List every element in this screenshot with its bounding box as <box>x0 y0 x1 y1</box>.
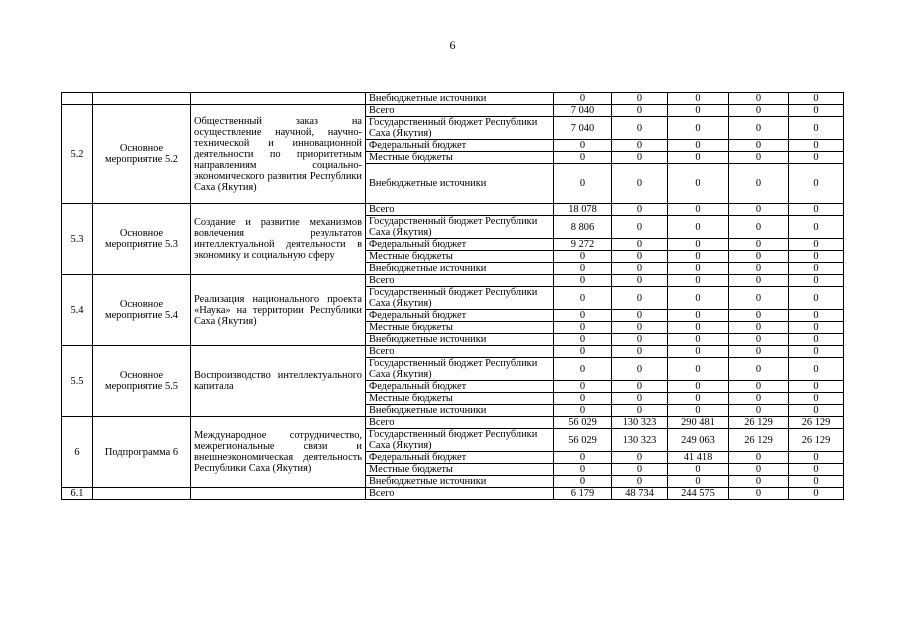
value-cell: 0 <box>668 164 729 204</box>
value-cell: 0 <box>789 452 844 464</box>
funding-source-cell: Государственный бюджет Республики Саха (Якутия) <box>366 216 554 239</box>
row-number-cell <box>62 93 93 105</box>
value-cell: 0 <box>729 117 789 140</box>
value-cell: 0 <box>554 263 612 275</box>
value-cell: 0 <box>729 310 789 322</box>
value-cell: 0 <box>612 105 668 117</box>
budget-table-body <box>62 93 844 500</box>
value-cell: 0 <box>729 105 789 117</box>
value-cell: 0 <box>729 464 789 476</box>
funding-source-cell: Внебюджетные источники <box>366 334 554 346</box>
row-number-cell: 5.3 <box>62 204 93 275</box>
value-cell: 0 <box>729 263 789 275</box>
value-cell: 0 <box>668 275 729 287</box>
funding-source-cell: Внебюджетные источники <box>366 405 554 417</box>
funding-source-cell: Всего <box>366 346 554 358</box>
value-cell: 0 <box>668 251 729 263</box>
table-row <box>62 204 844 216</box>
value-cell: 249 063 <box>668 429 729 452</box>
activity-description-cell: Реализация национального проекта «Наука» на территории Республики Саха (Якутия) <box>191 275 366 346</box>
value-cell: 0 <box>554 405 612 417</box>
value-cell: 130 323 <box>612 417 668 429</box>
row-number-cell: 5.2 <box>62 105 93 204</box>
value-cell: 0 <box>789 476 844 488</box>
activity-description-cell: Воспроизводство интеллектуального капитала <box>191 346 366 417</box>
value-cell: 0 <box>729 381 789 393</box>
value-cell: 0 <box>554 152 612 164</box>
value-cell: 0 <box>789 251 844 263</box>
value-cell: 0 <box>789 322 844 334</box>
value-cell: 0 <box>554 381 612 393</box>
table-row <box>62 93 844 105</box>
value-cell: 0 <box>668 464 729 476</box>
value-cell: 0 <box>789 93 844 105</box>
value-cell: 0 <box>554 464 612 476</box>
value-cell: 0 <box>729 152 789 164</box>
activity-description-cell <box>191 488 366 500</box>
value-cell: 0 <box>729 287 789 310</box>
value-cell: 0 <box>729 334 789 346</box>
value-cell: 0 <box>554 452 612 464</box>
activity-description-cell: Международное сотрудничество, межрегиональные связи и внешнеэкономическая деятельность Республики Саха (Якутия) <box>191 417 366 488</box>
value-cell: 0 <box>729 488 789 500</box>
row-number-cell: 5.4 <box>62 275 93 346</box>
value-cell: 0 <box>729 405 789 417</box>
funding-source-cell: Внебюджетные источники <box>366 93 554 105</box>
value-cell: 56 029 <box>554 429 612 452</box>
value-cell: 0 <box>612 263 668 275</box>
funding-source-cell: Внебюджетные источники <box>366 263 554 275</box>
value-cell: 6 179 <box>554 488 612 500</box>
activity-name-cell <box>93 488 191 500</box>
funding-source-cell: Всего <box>366 488 554 500</box>
value-cell: 26 129 <box>729 417 789 429</box>
table-row <box>62 346 844 358</box>
funding-source-cell: Всего <box>366 105 554 117</box>
value-cell: 0 <box>729 239 789 251</box>
value-cell: 9 272 <box>554 239 612 251</box>
value-cell: 0 <box>612 152 668 164</box>
funding-source-cell: Государственный бюджет Республики Саха (Якутия) <box>366 429 554 452</box>
value-cell: 0 <box>668 346 729 358</box>
activity-description-cell <box>191 93 366 105</box>
value-cell: 0 <box>668 393 729 405</box>
value-cell: 0 <box>789 117 844 140</box>
value-cell: 48 734 <box>612 488 668 500</box>
value-cell: 0 <box>789 140 844 152</box>
funding-source-cell: Государственный бюджет Республики Саха (Якутия) <box>366 117 554 140</box>
value-cell: 0 <box>729 346 789 358</box>
value-cell: 0 <box>789 275 844 287</box>
value-cell: 0 <box>612 358 668 381</box>
funding-source-cell: Местные бюджеты <box>366 152 554 164</box>
value-cell: 0 <box>554 393 612 405</box>
value-cell: 0 <box>789 393 844 405</box>
value-cell: 0 <box>668 322 729 334</box>
value-cell: 0 <box>729 204 789 216</box>
value-cell: 0 <box>668 381 729 393</box>
value-cell: 0 <box>612 452 668 464</box>
value-cell: 0 <box>729 393 789 405</box>
value-cell: 0 <box>554 93 612 105</box>
value-cell: 0 <box>554 322 612 334</box>
activity-name-cell: Подпрограмма 6 <box>93 417 191 488</box>
value-cell: 0 <box>729 164 789 204</box>
value-cell: 0 <box>612 216 668 239</box>
activity-description-cell: Общественный заказ на осуществление научной, научно-технической и инновационной деятельности по приоритетным направлениям социально-экономического развития Республики Саха (Якутия) <box>191 105 366 204</box>
value-cell: 0 <box>612 393 668 405</box>
value-cell: 0 <box>612 93 668 105</box>
value-cell: 0 <box>729 216 789 239</box>
value-cell: 0 <box>789 381 844 393</box>
value-cell: 0 <box>668 216 729 239</box>
funding-source-cell: Федеральный бюджет <box>366 310 554 322</box>
value-cell: 0 <box>668 117 729 140</box>
value-cell: 0 <box>729 140 789 152</box>
value-cell: 0 <box>789 358 844 381</box>
value-cell: 0 <box>554 251 612 263</box>
value-cell: 0 <box>612 239 668 251</box>
value-cell: 0 <box>789 204 844 216</box>
value-cell: 0 <box>668 334 729 346</box>
table-row <box>62 275 844 287</box>
value-cell: 0 <box>729 322 789 334</box>
value-cell: 0 <box>612 164 668 204</box>
funding-source-cell: Федеральный бюджет <box>366 452 554 464</box>
funding-source-cell: Федеральный бюджет <box>366 381 554 393</box>
funding-source-cell: Местные бюджеты <box>366 464 554 476</box>
value-cell: 130 323 <box>612 429 668 452</box>
value-cell: 0 <box>612 334 668 346</box>
value-cell: 0 <box>789 334 844 346</box>
value-cell: 0 <box>612 204 668 216</box>
value-cell: 0 <box>612 275 668 287</box>
row-number-cell: 6 <box>62 417 93 488</box>
value-cell: 0 <box>668 263 729 275</box>
value-cell: 0 <box>612 464 668 476</box>
row-number-cell: 5.5 <box>62 346 93 417</box>
value-cell: 56 029 <box>554 417 612 429</box>
table-row <box>62 417 844 429</box>
value-cell: 0 <box>612 287 668 310</box>
value-cell: 0 <box>789 164 844 204</box>
value-cell: 0 <box>612 117 668 140</box>
funding-source-cell: Государственный бюджет Республики Саха (Якутия) <box>366 287 554 310</box>
value-cell: 0 <box>789 346 844 358</box>
value-cell: 0 <box>668 405 729 417</box>
row-number-cell: 6.1 <box>62 488 93 500</box>
value-cell: 0 <box>554 140 612 152</box>
funding-source-cell: Государственный бюджет Республики Саха (Якутия) <box>366 358 554 381</box>
value-cell: 0 <box>789 488 844 500</box>
funding-source-cell: Федеральный бюджет <box>366 140 554 152</box>
activity-name-cell: Основное мероприятие 5.3 <box>93 204 191 275</box>
value-cell: 0 <box>554 164 612 204</box>
value-cell: 0 <box>612 381 668 393</box>
budget-table <box>61 92 844 500</box>
value-cell: 0 <box>789 405 844 417</box>
value-cell: 26 129 <box>789 429 844 452</box>
value-cell: 0 <box>729 476 789 488</box>
value-cell: 0 <box>668 239 729 251</box>
value-cell: 0 <box>668 105 729 117</box>
value-cell: 0 <box>612 251 668 263</box>
value-cell: 0 <box>729 251 789 263</box>
funding-source-cell: Всего <box>366 275 554 287</box>
activity-name-cell: Основное мероприятие 5.4 <box>93 275 191 346</box>
value-cell: 0 <box>554 334 612 346</box>
value-cell: 0 <box>554 275 612 287</box>
value-cell: 0 <box>729 358 789 381</box>
value-cell: 0 <box>668 287 729 310</box>
funding-source-cell: Всего <box>366 417 554 429</box>
value-cell: 0 <box>789 310 844 322</box>
value-cell: 0 <box>554 287 612 310</box>
activity-name-cell: Основное мероприятие 5.2 <box>93 105 191 204</box>
value-cell: 0 <box>612 322 668 334</box>
funding-source-cell: Внебюджетные источники <box>366 476 554 488</box>
value-cell: 0 <box>668 204 729 216</box>
value-cell: 0 <box>554 476 612 488</box>
funding-source-cell: Федеральный бюджет <box>366 239 554 251</box>
value-cell: 26 129 <box>789 417 844 429</box>
value-cell: 0 <box>668 140 729 152</box>
value-cell: 0 <box>668 358 729 381</box>
activity-description-cell: Создание и развитие механизмов вовлечения результатов интеллектуальной деятельности в экономику и социальную сферу <box>191 204 366 275</box>
table-row <box>62 105 844 117</box>
value-cell: 0 <box>554 346 612 358</box>
value-cell: 7 040 <box>554 105 612 117</box>
value-cell: 8 806 <box>554 216 612 239</box>
value-cell: 0 <box>554 358 612 381</box>
value-cell: 0 <box>612 346 668 358</box>
value-cell: 0 <box>789 105 844 117</box>
value-cell: 0 <box>789 464 844 476</box>
value-cell: 290 481 <box>668 417 729 429</box>
table-row <box>62 488 844 500</box>
value-cell: 41 418 <box>668 452 729 464</box>
value-cell: 0 <box>729 452 789 464</box>
value-cell: 0 <box>612 140 668 152</box>
value-cell: 0 <box>789 152 844 164</box>
value-cell: 244 575 <box>668 488 729 500</box>
value-cell: 0 <box>668 310 729 322</box>
funding-source-cell: Местные бюджеты <box>366 393 554 405</box>
value-cell: 0 <box>668 152 729 164</box>
activity-name-cell: Основное мероприятие 5.5 <box>93 346 191 417</box>
value-cell: 0 <box>729 93 789 105</box>
funding-source-cell: Местные бюджеты <box>366 322 554 334</box>
value-cell: 0 <box>612 476 668 488</box>
value-cell: 0 <box>612 405 668 417</box>
value-cell: 0 <box>668 93 729 105</box>
page-number: 6 <box>449 38 456 52</box>
value-cell: 0 <box>789 263 844 275</box>
value-cell: 0 <box>789 216 844 239</box>
value-cell: 0 <box>789 287 844 310</box>
value-cell: 0 <box>612 310 668 322</box>
value-cell: 0 <box>729 275 789 287</box>
value-cell: 0 <box>554 310 612 322</box>
funding-source-cell: Местные бюджеты <box>366 251 554 263</box>
value-cell: 0 <box>789 239 844 251</box>
value-cell: 18 078 <box>554 204 612 216</box>
funding-source-cell: Внебюджетные источники <box>366 164 554 204</box>
value-cell: 7 040 <box>554 117 612 140</box>
activity-name-cell <box>93 93 191 105</box>
value-cell: 26 129 <box>729 429 789 452</box>
funding-source-cell: Всего <box>366 204 554 216</box>
value-cell: 0 <box>668 476 729 488</box>
